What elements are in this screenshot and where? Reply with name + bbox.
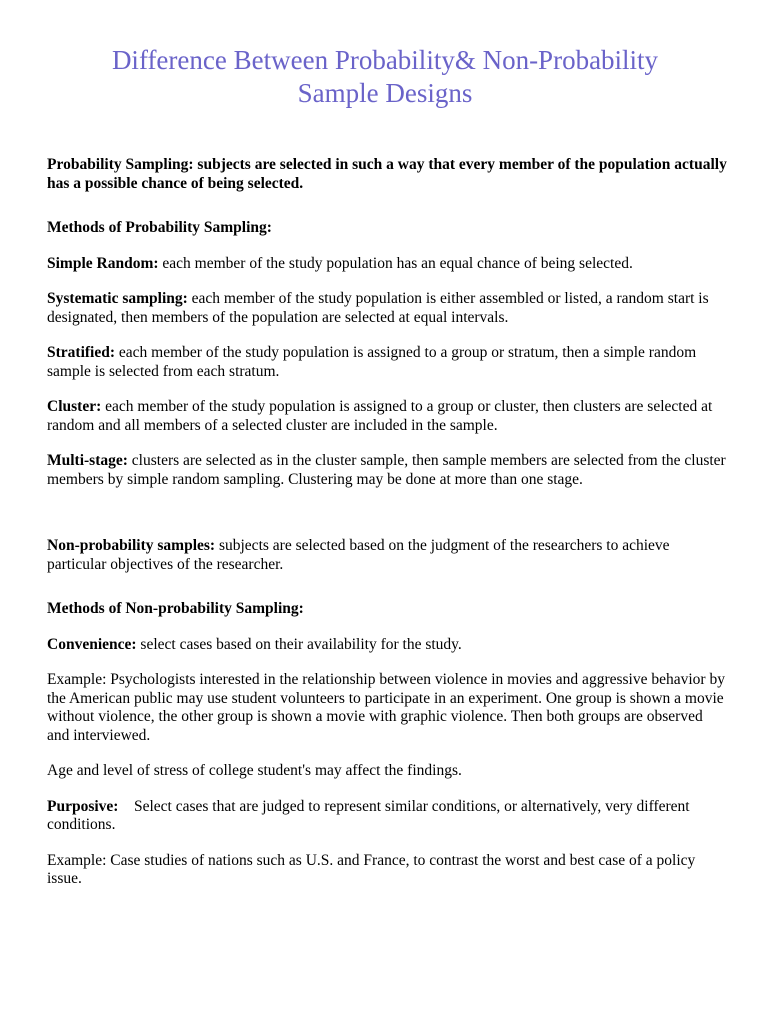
nonprobability-definition <box>47 537 727 574</box>
method-text: each member of the study population has an equal chance of being selected. <box>158 254 633 272</box>
nonprobability-term: Non-probability samples: <box>47 537 216 554</box>
method-term: Multi-stage: <box>47 452 128 469</box>
method-text: clusters are selected as in the cluster sample, then sample members are selected from the cluster members by simple random sampling. Clustering may be done at more than one stage. <box>47 452 726 488</box>
convenience-example: Example: Psychologists interested in the relationship between violence in movies and aggressive behavior by the American public may use student volunteers to participate in an experiment. One group is shown a movie without violence, the other group is shown a movie with graphic violence. Then both groups are observed and interviewed. <box>47 671 725 744</box>
title-line-2: Sample Designs <box>297 78 473 108</box>
method-term: Cluster: <box>47 398 102 415</box>
probability-methods-heading: Methods of Probability Sampling: <box>47 219 272 236</box>
method-stratified <box>47 344 727 381</box>
method-simple-random <box>47 255 727 274</box>
method-multi-stage <box>47 452 727 489</box>
method-term: Systematic sampling: <box>47 290 188 307</box>
convenience-note: Age and level of stress of college student's may affect the findings. <box>47 762 462 779</box>
method-convenience <box>47 636 727 655</box>
method-text: each member of the study population is assigned to a group or stratum, then a simple random sample is selected from each stratum. <box>47 344 697 380</box>
page-title <box>25 44 745 110</box>
method-term: Stratified: <box>47 344 116 361</box>
method-text: each member of the study population is assigned to a group or cluster, then clusters are selected at random and all members of a selected cluster are included in the sample. <box>47 398 713 434</box>
document-body <box>47 44 727 889</box>
method-cluster <box>47 398 727 435</box>
purposive-example: Example: Case studies of nations such as U.S. and France, to contrast the worst and best case of a policy issue. <box>47 851 696 887</box>
probability-definition: Probability Sampling: subjects are selected in such a way that every member of the population actually has a possible chance of being selected. <box>47 156 727 192</box>
nonprobability-methods-heading: Methods of Non-probability Sampling: <box>47 600 304 617</box>
method-text: Select cases that are judged to represent similar conditions, or alternatively, very different conditions. <box>47 797 694 833</box>
method-term: Convenience: <box>47 635 137 653</box>
method-systematic <box>47 290 727 327</box>
method-text: select cases based on their availability for the study. <box>136 635 462 653</box>
method-purposive <box>47 798 727 835</box>
title-line-1: Difference Between Probability& Non-Probability <box>111 45 659 75</box>
method-term: Purposive: <box>47 797 119 815</box>
nonprobability-text: subjects are selected based on the judgment of the researchers to achieve particular objectives of the researcher. <box>47 537 670 573</box>
method-text: each member of the study population is either assembled or listed, a random start is designated, then members of the population are selected at equal intervals. <box>47 290 709 326</box>
method-term: Simple Random: <box>47 254 159 272</box>
